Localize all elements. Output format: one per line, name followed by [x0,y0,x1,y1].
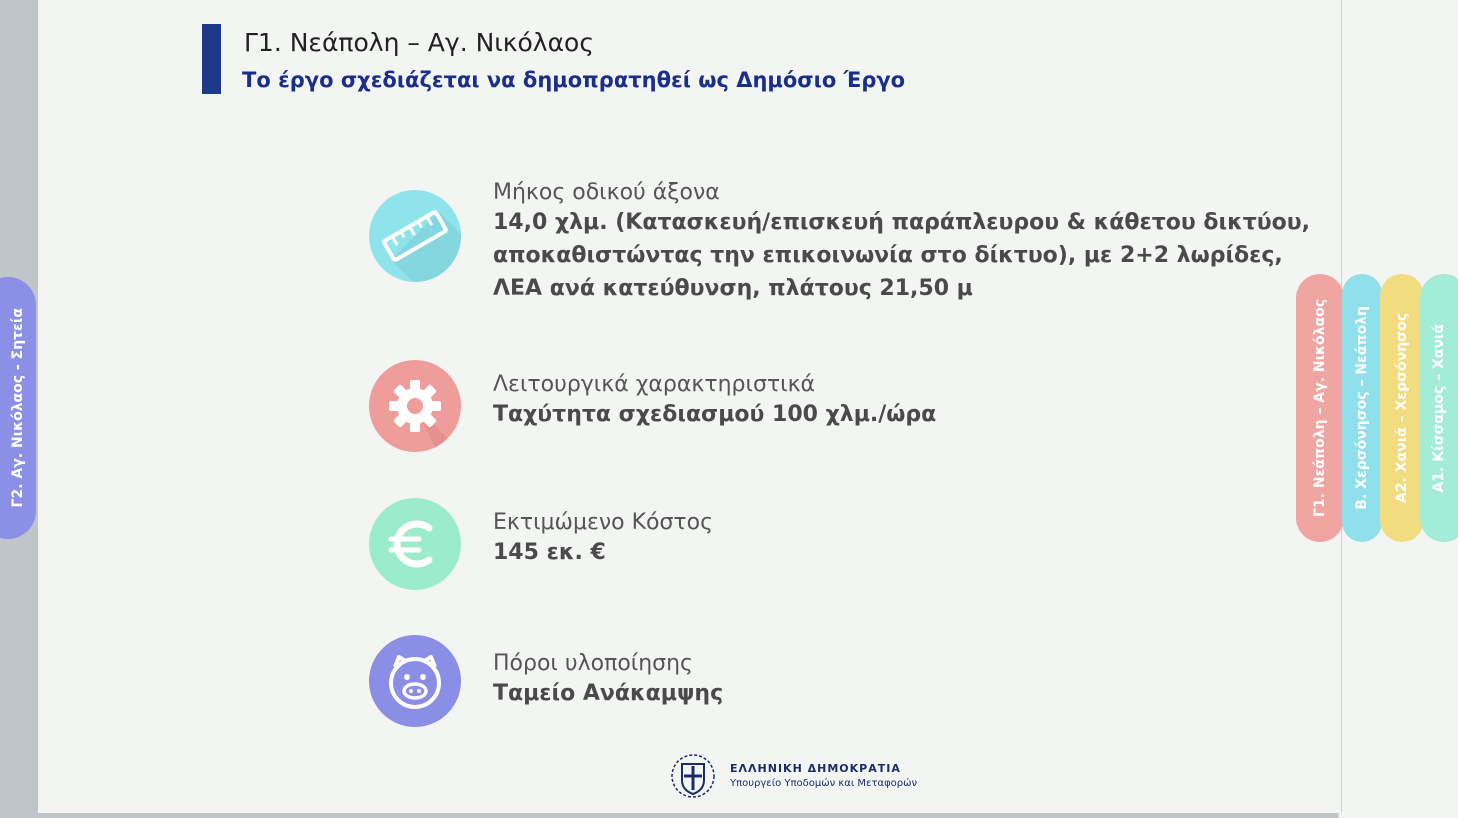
info-item-operating-characteristics [369,360,1329,455]
tab-label: Β. Χερσόνησος – Νεάπολη [1354,306,1370,510]
page-title: Γ1. Νεάπολη – Αγ. Νικόλαος [244,28,595,57]
tab-b-chersonisos-neapoli[interactable] [1342,274,1382,542]
tab-label: Γ2. Αγ. Νικόλαος - Σητεία [10,308,26,508]
tab-a1-kissamos-chania[interactable] [1420,274,1458,542]
euro-icon [369,498,461,590]
tab-label: Α2. Χανιά – Χερσόνησος [1394,313,1410,503]
item-label: Μήκος οδικού άξονα [493,180,720,205]
item-value-line: Ταχύτητα σχεδιασμού 100 χλμ./ώρα [493,402,937,427]
item-label: Εκτιμώμενο Κόστος [493,510,714,535]
tab-g2-agios-nikolaos-siteia[interactable] [0,277,36,539]
info-item-road-length [369,180,1329,301]
footer-ministry: Υπουργείο Υποδομών και Μεταφορών [730,778,918,789]
info-item-estimated-cost [369,498,1329,593]
tab-g1-neapoli-agios-nikolaos[interactable] [1296,274,1344,542]
tab-a2-chania-chersonisos[interactable] [1380,274,1424,542]
info-item-funding [369,635,1329,730]
coat-of-arms-icon [668,752,718,800]
tab-label: Α1. Κίσσαμος – Χανιά [1431,323,1447,493]
item-value-line: 14,0 χλμ. (Κατασκευή/επισκευή παράπλευρου & κάθετου δικτύου, [493,210,1310,235]
item-value-line: ΛΕΑ ανά κατεύθυνση, πλάτους 21,50 μ [493,276,973,301]
item-value-line: Ταμείο Ανάκαμψης [493,681,724,706]
item-label: Πόροι υλοποίησης [493,651,693,676]
piggy-bank-icon [369,635,461,727]
tab-label: Γ1. Νεάπολη – Αγ. Νικόλαος [1312,299,1328,517]
item-value-line: αποκαθιστώντας την επικοινωνία στο δίκτυο), με 2+2 λωρίδες, [493,243,1283,268]
item-value-line: 145 εκ. € [493,540,606,565]
footer-organization: ΕΛΛΗΝΙΚΗ ΔΗΜΟΚΡΑΤΙΑ [730,762,901,775]
title-accent-bar [202,24,221,94]
ruler-icon [369,190,461,282]
gear-icon [369,360,461,452]
item-label: Λειτουργικά χαρακτηριστικά [493,372,816,397]
page-subtitle: Το έργο σχεδιάζεται να δημοπρατηθεί ως Δημόσιο Έργο [242,68,906,92]
